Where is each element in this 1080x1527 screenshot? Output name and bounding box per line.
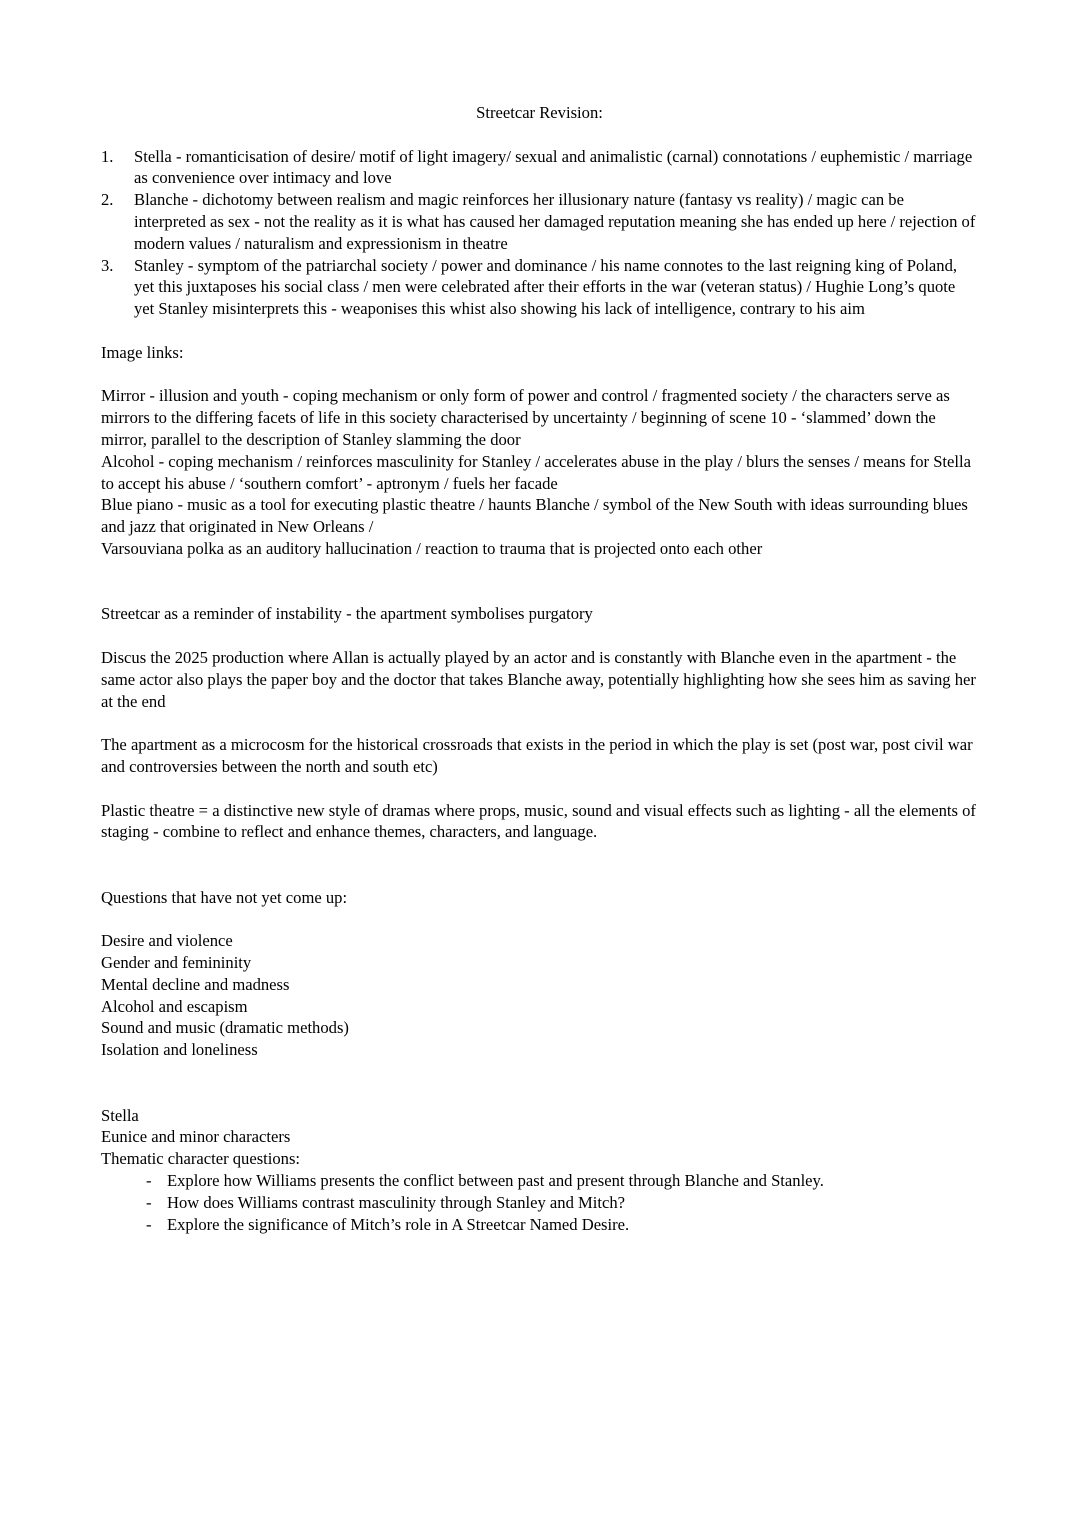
dash-bullet-icon: - — [146, 1192, 152, 1212]
character-line-stella: Stella — [101, 1105, 139, 1125]
thematic-question-item — [101, 1214, 978, 1236]
document-content — [101, 102, 978, 1235]
spacer — [101, 625, 978, 647]
image-links-block — [101, 385, 978, 559]
image-link-alcohol: Alcohol - coping mechanism / reinforces masculinity for Stanley / accelerates abuse in the play / blurs the senses / means for Stella to accept his abuse / ‘southern comfort’ - aptronym / fuels her facade — [101, 451, 971, 493]
numbered-list-item-stanley — [101, 255, 978, 320]
spacer — [101, 712, 978, 734]
theme-desire-and-violence: Desire and violence — [101, 931, 233, 951]
thematic-question-text: Explore how Williams presents the conflict between past and present through Blanche and Stanley. — [167, 1171, 824, 1191]
image-link-mirror: Mirror - illusion and youth - coping mechanism or only form of power and control / fragmented society / the characters serve as mirrors to the differing facets of life in this society characterised by uncertainty / beginning of scene 10 - ‘slammed’ down the mirror, parallel to the description of Stanley slamming the door — [101, 386, 950, 449]
theme-gender-and-femininity: Gender and femininity — [101, 953, 252, 973]
dash-bullet-icon: - — [146, 1214, 152, 1234]
theme-alcohol-and-escapism: Alcohol and escapism — [101, 996, 248, 1016]
character-line-eunice: Eunice and minor characters — [101, 1127, 291, 1147]
spacer — [101, 908, 978, 930]
list-item-text: Stella - romanticisation of desire/ motif of light imagery/ sexual and animalistic (carnal) connotations / euphemistic / marriage as convenience over intimacy and love — [134, 146, 973, 188]
spacer — [101, 1061, 978, 1105]
thematic-questions-list — [101, 1170, 978, 1235]
list-number: 3. — [101, 255, 114, 275]
spacer — [101, 124, 978, 146]
note-2025-production: Discus the 2025 production where Allan is actually played by an actor and is constantly with Blanche even in the apartment - the same actor also plays the paper boy and the doctor that takes Blanche away, potentially highlighting how she sees him as saving her at the end — [101, 647, 976, 711]
characters-block — [101, 1105, 978, 1170]
list-number: 1. — [101, 146, 114, 166]
theme-sound-and-music: Sound and music (dramatic methods) — [101, 1018, 349, 1038]
theme-mental-decline-and-madness: Mental decline and madness — [101, 974, 290, 994]
note-apartment-microcosm: The apartment as a microcosm for the historical crossroads that exists in the period in which the play is set (post war, post civil war and controversies between the north and south etc) — [101, 735, 973, 776]
note-plastic-theatre: Plastic theatre = a distinctive new style of dramas where props, music, sound and visual effects such as lighting - all the elements of staging - combine to reflect and enhance themes, characters, and language. — [101, 800, 976, 842]
thematic-question-item — [101, 1170, 978, 1192]
spacer — [101, 364, 978, 386]
theme-isolation-and-loneliness: Isolation and loneliness — [101, 1040, 258, 1060]
thematic-questions-heading: Thematic character questions: — [101, 1149, 301, 1169]
thematic-question-text: Explore the significance of Mitch’s role in A Streetcar Named Desire. — [167, 1214, 630, 1234]
image-links-heading: Image links: — [101, 342, 184, 362]
numbered-list-item-blanche — [101, 189, 978, 254]
thematic-question-text: How does Williams contrast masculinity through Stanley and Mitch? — [167, 1192, 626, 1212]
list-item-text: Stanley - symptom of the patriarchal society / power and dominance / his name connotes to the last reigning king of Poland, yet this juxtaposes his social class / men were celebrated after their efforts in the war (veteran status) / Hughie Long’s quote yet Stanley misinterprets this - weaponises this whist also showing his lack of intelligence, contrary to his aim — [134, 255, 958, 319]
thematic-question-item — [101, 1192, 978, 1214]
numbered-list-item-stella — [101, 146, 978, 190]
image-link-varsouviana: Varsouviana polka as an auditory hallucination / reaction to trauma that is projected onto each other — [101, 538, 763, 558]
note-streetcar-symbol: Streetcar as a reminder of instability - the apartment symbolises purgatory — [101, 604, 593, 624]
spacer — [101, 778, 978, 800]
character-points-list — [101, 146, 978, 320]
list-item-text: Blanche - dichotomy between realism and magic reinforces her illusionary nature (fantasy vs reality) / magic can be interpreted as sex - not the reality as it is what has caused her damaged reputation meaning she has ended up here / rejection of modern values / naturalism and expressionism in theatre — [134, 190, 976, 253]
questions-heading: Questions that have not yet come up: — [101, 887, 348, 907]
spacer — [101, 560, 978, 604]
dash-bullet-icon: - — [146, 1171, 152, 1191]
spacer — [101, 843, 978, 887]
image-link-blue-piano: Blue piano - music as a tool for executing plastic theatre / haunts Blanche / symbol of the New South with ideas surrounding blues and jazz that originated in New Orleans / — [101, 495, 968, 537]
spacer — [101, 320, 978, 342]
list-number: 2. — [101, 190, 114, 210]
themes-list — [101, 930, 978, 1061]
page-title: Streetcar Revision: — [476, 103, 603, 122]
